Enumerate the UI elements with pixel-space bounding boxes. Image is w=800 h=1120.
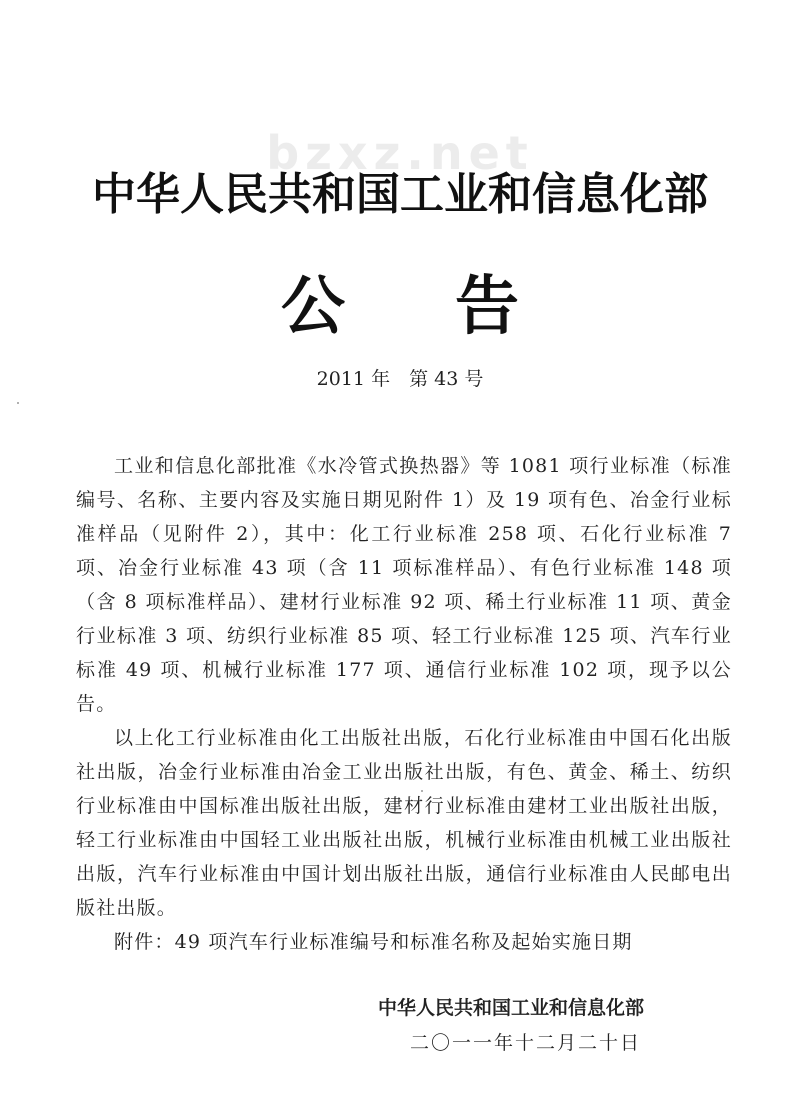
signature-date: 二〇一一年十二月二十日 bbox=[410, 1032, 642, 1054]
title-char-1: 公 bbox=[281, 270, 345, 344]
signature-org: 中华人民共和国工业和信息化部 bbox=[378, 997, 645, 1019]
title-char-2: 告 bbox=[455, 270, 519, 344]
scan-speck bbox=[17, 402, 19, 404]
watermark: bzxz.net bbox=[266, 126, 534, 180]
document-body bbox=[76, 449, 732, 959]
attachment-note: 附件：49 项汽车行业标准编号和标准名称及起始实施日期 bbox=[114, 931, 633, 953]
document-title bbox=[0, 255, 800, 347]
document-number: 2011 年 第 43 号 bbox=[316, 368, 484, 390]
paragraph: 以上化工行业标准由化工出版社出版，石化行业标准由中国石化出版社出版，冶金行业标准由冶金工业出版社出版，有色、黄金、稀土、纺织行业标准由中国标准出版社出版，建材行业标准由建材工业出版社出版，轻工行业标准由中国轻工业出版社出版，机械行业标准由机械工业出版社出版，汽车行业标准由中国计划出版社出版，通信行业标准由人民邮电出版社出版。 bbox=[76, 727, 732, 919]
issuer-title: 中华人民共和国工业和信息化部 bbox=[92, 169, 708, 220]
paragraph: 工业和信息化部批准《水冷管式换热器》等 1081 项行业标准（标准编号、名称、主要内容及实施日期见附件 1）及 19 项有色、冶金行业标准样品（见附件 2），其中：化工行业标准 258 项、石化行业标准 7 项、冶金行业标准 43 项（含 11 项标准样品）、有色行业标准 148 项（含 8 项标准样品）、建材行业标准 92 项、稀土行业标准 11 项、黄金行业标准 3 项、纺织行业标准 85 项、轻工行业标准 125 项、汽车行业标准 49 项、机械行业标准 177 项、通信行业标准 102 项，现予以公告。 bbox=[76, 455, 732, 715]
scan-speck bbox=[421, 790, 423, 792]
